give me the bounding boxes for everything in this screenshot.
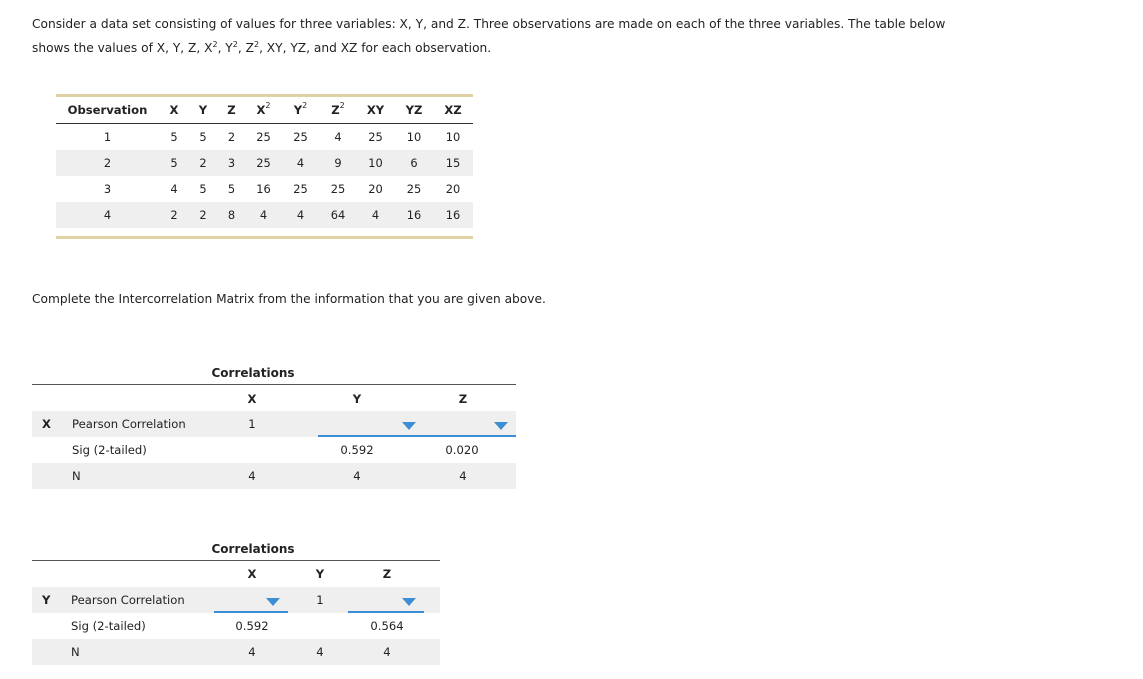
header-xy: XY [356, 97, 395, 124]
table-row: 1 5 5 2 25 25 4 25 10 10 [103, 130, 461, 144]
corr1-sig-row [32, 437, 516, 463]
chevron-down-icon [402, 598, 416, 606]
corr2-sig-label: Sig (2-tailed) [71, 619, 146, 633]
corr2-pearson-y: 1 [316, 593, 324, 607]
corr2-pearson-row [32, 587, 440, 613]
corr2-top-rule [32, 560, 440, 561]
header-y: Y [189, 97, 217, 124]
corr2-col-y: Y [315, 567, 325, 581]
table-row: 4 2 2 8 4 4 64 4 16 16 [56, 202, 473, 228]
corr1-n-z: 4 [459, 469, 467, 483]
chevron-down-icon [266, 598, 280, 606]
header-y2: $Y^2$ [281, 97, 320, 124]
instruction-text: Complete the Intercorrelation Matrix from the information that you are given above. [32, 292, 546, 306]
corr2-n-label: N [71, 645, 80, 659]
corr1-sig-y: 0.592 [340, 443, 374, 457]
header-z2: $Z^2$ [320, 97, 356, 124]
corr1-pearson-y-dropdown[interactable] [318, 417, 424, 437]
chevron-down-icon [402, 422, 416, 430]
corr1-n-label: N [72, 469, 81, 483]
intro-line-2: shows the values of X, Y, Z, $X^2$, $Y^2$, $Z^2$, XY, YZ, and XZ for each observation. [32, 40, 492, 55]
corr2-n-y: 4 [316, 645, 324, 659]
header-x2: $X^2$ [246, 97, 281, 124]
corr1-col-z: Z [458, 392, 468, 406]
header-xz: XZ [433, 97, 473, 124]
corr2-pearson-x-dropdown[interactable] [214, 593, 288, 613]
corr2-sig-row [32, 613, 440, 639]
corr1-n-y: 4 [353, 469, 361, 483]
corr2-col-z: Z [382, 567, 392, 581]
corr1-top-rule [32, 384, 516, 385]
table-header-row [56, 97, 473, 124]
corr2-title: Correlations [211, 542, 295, 556]
corr1-title: Correlations [211, 366, 295, 380]
corr2-pearson-z-dropdown[interactable] [348, 593, 424, 613]
header-yz: YZ [395, 97, 433, 124]
corr1-pearson-x: 1 [248, 417, 256, 431]
problem-intro [32, 12, 1112, 60]
corr1-n-row [32, 463, 516, 489]
corr2-n-row [32, 639, 440, 665]
header-observation: Observation [56, 97, 159, 124]
header-x: X [159, 97, 189, 124]
corr2-sig-z: 0.564 [370, 619, 404, 633]
corr1-col-y: Y [352, 392, 362, 406]
table-row: 3 4 5 5 16 25 25 20 25 20 [103, 182, 461, 196]
table-row: 2 5 2 3 25 4 9 10 6 15 [56, 150, 473, 176]
corr1-sig-z: 0.020 [445, 443, 479, 457]
corr2-n-x: 4 [248, 645, 256, 659]
corr1-col-x: X [247, 392, 257, 406]
corr1-row-var: X [42, 417, 51, 431]
corr2-row-var: Y [42, 593, 51, 607]
chevron-down-icon [494, 422, 508, 430]
corr1-pearson-row [32, 411, 516, 437]
corr1-n-x: 4 [248, 469, 256, 483]
corr2-col-x: X [247, 567, 257, 581]
corr1-pearson-label: Pearson Correlation [72, 417, 186, 431]
corr2-n-z: 4 [383, 645, 391, 659]
header-z: Z [217, 97, 246, 124]
intro-line-1: Consider a data set consisting of values for three variables: X, Y, and Z. Three observations are made on each of the three variables. The table below [32, 17, 946, 31]
corr2-pearson-label: Pearson Correlation [71, 593, 185, 607]
corr1-pearson-z-dropdown[interactable] [424, 417, 516, 437]
corr1-sig-label: Sig (2-tailed) [72, 443, 147, 457]
observations-table [56, 94, 473, 239]
corr2-sig-x: 0.592 [235, 619, 269, 633]
